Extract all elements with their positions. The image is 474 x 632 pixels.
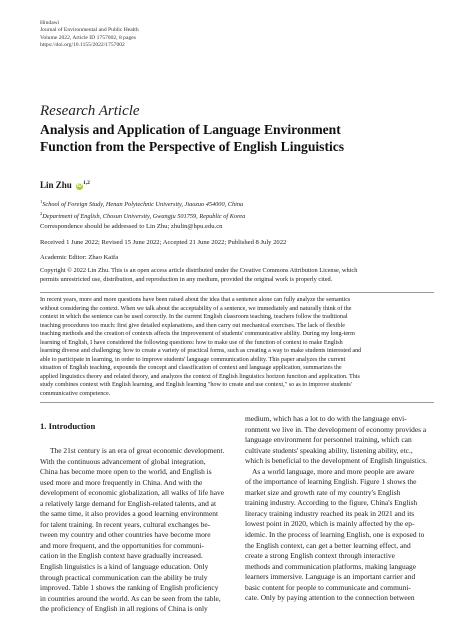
body-line: training industry. According to the figure, China's English: [245, 498, 418, 508]
author-affiliation-marks: 1,2: [83, 180, 90, 186]
abstract-line: situation of English teaching, expounds the concept and classification of context and language application, summarizes the: [40, 365, 342, 372]
body-line: tween my country and other countries have become more: [40, 530, 211, 540]
body-line: through practical communication can the ability be truly: [40, 572, 208, 582]
abstract-line: communicative competence.: [40, 391, 111, 398]
body-line: medium, which has a lot to do with the language envi-: [245, 414, 407, 423]
title-line: Analysis and Application of Language Environment: [40, 122, 341, 137]
body-line: The 21st century is an era of great economic development.: [50, 446, 225, 455]
body-line: learners immersive. Language is an important carrier and: [245, 572, 416, 582]
correspondence: Correspondence should be addressed to Lin Zhu; zhulin@hpu.edu.cn: [40, 223, 223, 230]
volume-line: Volume 2022, Article ID 1757002, 8 pages: [40, 34, 136, 41]
title-line: Function from the Perspective of English Linguistics: [40, 139, 345, 154]
body-line: literacy training industry reached its peak in 2021 and its: [245, 508, 415, 518]
copyright-line: Copyright © 2022 Lin Zhu. This is an open access article distributed under the Creative Commons Attribution License, which: [40, 267, 358, 274]
abstract-line: without considering the context. When we talk about the acceptability of a sentence, we immediately and naturally think of the: [40, 305, 352, 312]
body-line: China has become more open to the world, and English is: [40, 467, 212, 477]
academic-editor: Academic Editor: Zhao Kaifa: [40, 254, 119, 261]
body-line: With the continuous advancement of global integration,: [40, 456, 206, 466]
body-line: which is beneficial to the development of English linguistics.: [245, 456, 427, 466]
affiliation-item: [40, 209, 460, 221]
body-line: cate. Only by paying attention to the connection between: [245, 593, 415, 603]
body-column-left: [40, 446, 230, 615]
section-heading: 1. Introduction: [40, 421, 96, 431]
body-line: English linguistics is a kind of language education. Only: [40, 562, 209, 572]
doi-link[interactable]: https://doi.org/10.1155/2022/1757002: [40, 42, 125, 49]
body-line: and more frequent, and the opportunities for communi-: [40, 540, 204, 550]
copyright-line: permits unrestricted use, distribution, and reproduction in any medium, provided the original work is properly cited.: [40, 275, 333, 283]
body-line: language environment for personnel training, which can: [245, 435, 412, 445]
body-line: market size and growth rate of my country's English: [245, 487, 401, 497]
orcid-icon[interactable]: iD: [77, 183, 83, 189]
body-line: create a strong English context through interactive: [245, 551, 395, 561]
abstract-line: study combines context with English learning, and English learning "how to create and use context," so as to improve students': [40, 382, 352, 389]
journal-name: Journal of Environmental and Public Health: [40, 27, 139, 34]
abstract-line: In recent years, more and more questions have been raised about the idea that a sentence alone can fully analyze the semantics: [40, 297, 351, 303]
divider: [40, 292, 434, 293]
body-line: improved. Table 1 shows the ranking of English proficiency: [40, 583, 219, 593]
body-line: the same time, it also provides a good learning environment: [40, 509, 219, 519]
body-line: ronment we live in. The development of economy provides a: [245, 424, 427, 434]
affiliation-mark: 1: [40, 199, 43, 204]
publisher-name: Hindawi: [40, 20, 60, 26]
body-line: methods and communication platforms, making language: [245, 561, 417, 571]
body-line: cultivate students' speaking ability, listening ability, etc.,: [245, 445, 413, 455]
abstract: [40, 296, 434, 399]
abstract-line: learning diverse and challenging; how to create a variety of practical forms, such as creating a way to make students interested and: [40, 348, 362, 355]
affiliations: [40, 197, 460, 221]
body-line: of the importance of learning English. Figure 1 shows the: [245, 477, 417, 487]
journal-info: [40, 20, 340, 50]
publication-dates: Received 1 June 2022; Revised 15 June 2022; Accepted 21 June 2022; Published 8 July 2022: [40, 239, 287, 246]
affiliation-text: Department of English, Chosun University, Gwangju 501759, Republic of Korea: [42, 213, 246, 221]
abstract-line: learning of English, I have considered the following questions: how to make use of the function of context to make English: [40, 339, 343, 346]
body-column-right: [245, 414, 435, 604]
author-name[interactable]: Lin Zhu: [40, 180, 72, 190]
affiliation-mark: 2: [40, 211, 43, 217]
body-line: idemic. In the process of learning English, one is exposed to: [245, 530, 425, 540]
body-line: basic content for people to communicate and communi-: [245, 582, 411, 592]
divider: [40, 402, 434, 403]
body-line: for talent training. In recent years, cultural exchanges be-: [40, 519, 211, 529]
body-line: the English context, can get a better learning effect, and: [245, 540, 411, 550]
affiliation-item: [40, 197, 460, 209]
body-line: cation in the English context have gradually increased.: [40, 551, 203, 561]
affiliation-text: School of Foreign Study, Henan Polytechnic University, Jiaozuo 454000, China: [42, 201, 244, 209]
article-type: Research Article: [40, 103, 140, 119]
body-line: the proficiency of English in all regions of China is only: [40, 604, 208, 614]
abstract-line: context in which the sentence can be used correctly. In the current English classroom teaching, teachers follow the traditional: [40, 314, 348, 321]
abstract-line: applied linguistics theory and related theory, and analyzes the context of English linguistics horizon function and application. This: [40, 373, 360, 380]
body-line: in countries around the world. As can be seen from the table,: [40, 593, 221, 603]
author-line: [40, 180, 90, 190]
body-line: used more and more frequently in China. And with the: [40, 477, 203, 487]
abstract-line: teaching procedures too much: first give detailed explanations, and then carry out mechanical exercises. The lack of flexible: [40, 322, 345, 329]
body-line: As a world language, more and more people are aware: [245, 466, 415, 476]
abstract-line: teaching methods and the creation of contexts affects the improvement of students' communicative ability. During my long-term: [40, 331, 355, 338]
abstract-line: able to participate in learning, in order to improve students' language communication ability. This paper analyzes the current: [40, 356, 346, 363]
body-line: lowest point in 2020, which is mainly affected by the ep-: [245, 519, 415, 529]
copyright-notice: [40, 267, 440, 285]
article-title: [40, 121, 440, 155]
body-line: a relatively large demand for English-related talents, and at: [40, 498, 217, 508]
body-line: development of economic globalization, all walks of life have: [40, 488, 225, 498]
